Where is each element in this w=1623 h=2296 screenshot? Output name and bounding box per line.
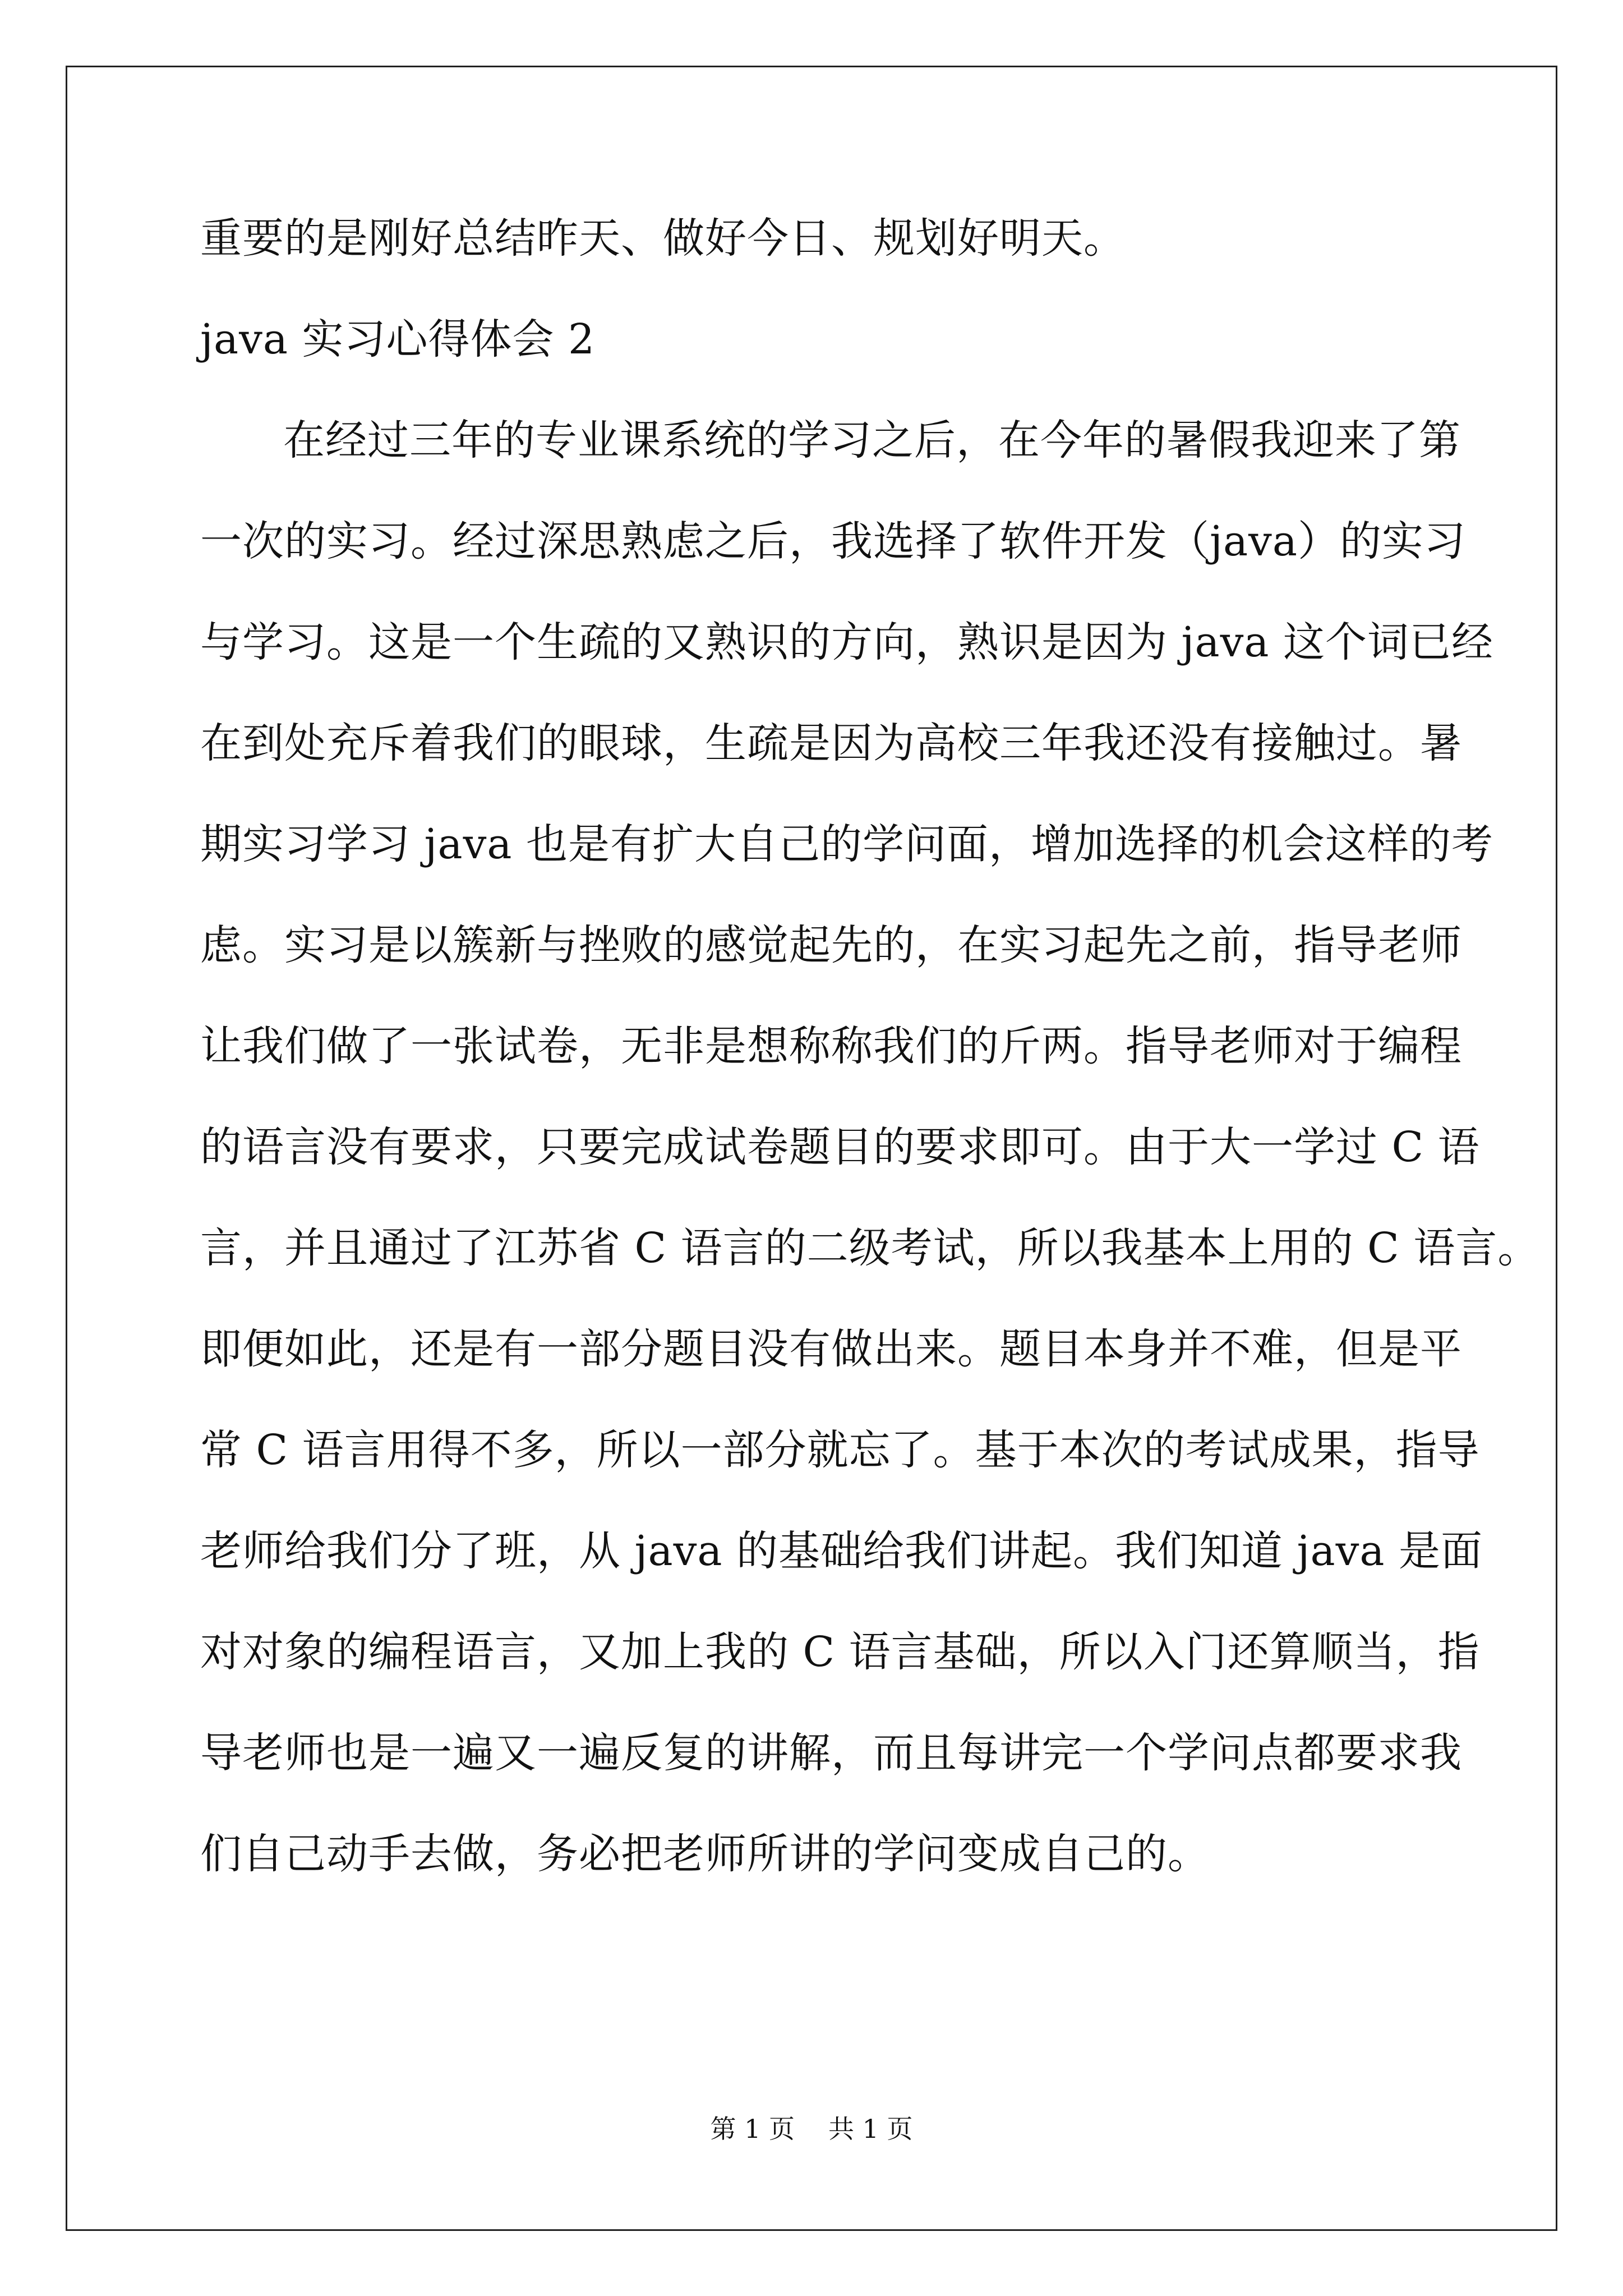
- paragraph-line: 言，并且通过了江苏省 C 语言的二级考试，所以我基本上用的 C 语言。: [200, 1224, 1540, 1272]
- paragraph-line: 让我们做了一张试卷，无非是想称称我们的斤两。指导老师对于编程: [200, 1022, 1462, 1070]
- page-number-total: 共 1 页: [828, 2114, 913, 2144]
- paragraph-line: 常 C 语言用得不多，所以一部分就忘了。基于本次的考试成果，指导: [200, 1426, 1480, 1474]
- paragraph-line: 在经过三年的专业课系统的学习之后，在今年的暑假我迎来了第: [283, 416, 1461, 464]
- paragraph-line: 重要的是刚好总结昨天、做好今日、规划好明天。: [200, 214, 1126, 263]
- paragraph-line: 在到处充斥着我们的眼球，生疏是因为高校三年我还没有接触过。暑: [200, 719, 1462, 767]
- page-footer: [0, 2112, 1623, 2146]
- paragraph-line: 导老师也是一遍又一遍反复的讲解，而且每讲完一个学问点都要求我: [200, 1729, 1462, 1777]
- paragraph-line: 的语言没有要求，只要完成试卷题目的要求即可。由于大一学过 C 语: [200, 1123, 1480, 1171]
- paragraph-line: 与学习。这是一个生疏的又熟识的方向，熟识是因为 java 这个词已经: [200, 618, 1494, 666]
- paragraph-line: 一次的实习。经过深思熟虑之后，我选择了软件开发（java）的实习: [200, 517, 1466, 565]
- paragraph-line: 即便如此，还是有一部分题目没有做出来。题目本身并不难，但是平: [200, 1325, 1462, 1373]
- paragraph-line: 虑。实习是以簇新与挫败的感觉起先的，在实习起先之前，指导老师: [200, 921, 1462, 969]
- paragraph-line: 对对象的编程语言，又加上我的 C 语言基础，所以入门还算顺当，指: [200, 1628, 1480, 1676]
- section-heading: java 实习心得体会 2: [200, 315, 596, 364]
- page-number-current: 第 1 页: [710, 2114, 795, 2144]
- paragraph-line: 们自己动手去做，务必把老师所讲的学问变成自己的。: [200, 1830, 1210, 1878]
- paragraph-line: 老师给我们分了班，从 java 的基础给我们讲起。我们知道 java 是面: [200, 1527, 1483, 1575]
- paragraph-line: 期实习学习 java 也是有扩大自己的学问面，增加选择的机会这样的考: [200, 820, 1494, 868]
